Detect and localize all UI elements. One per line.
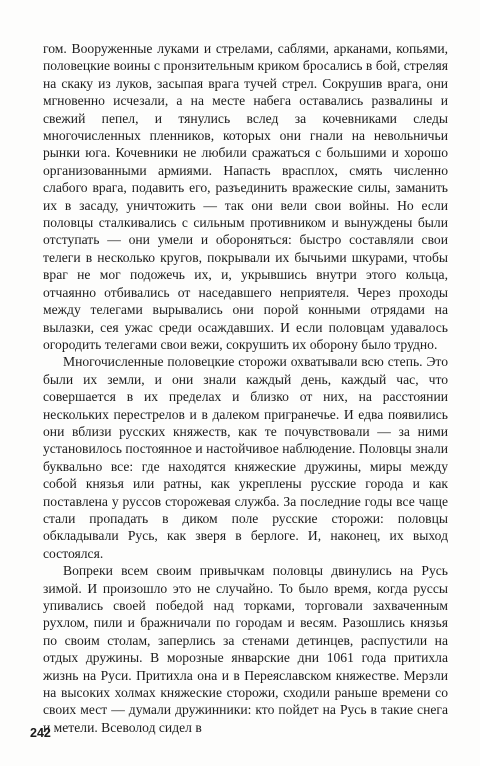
- paragraph-3: Вопреки всем своим привычкам половцы двинулись на Русь зимой. И произошло это не случайно. То было время, когда руссы упивались своей победой над торками, торговали захваченным рухлом, пили и бражничали по городам и весям. Разошлись князья по своим столам, заперлись за стенами детинцев, распустили на отдых дружины. В морозные январские дни 1061 года притихла жизнь на Руси. Притихла она и в Переяславском княжестве. Мерзли на высоких холмах княжеские сторожи, сходили раньше времени со своих мест — думали дружинники: кто пойдет на Русь в такие снега и метели. Всеволод сидел в: [43, 563, 448, 735]
- body-text: [43, 40, 448, 736]
- page-number: 242: [30, 726, 51, 740]
- paragraph-1: гом. Вооруженные луками и стрелами, саблями, арканами, копьями, половецкие воины с пронзительным криком бросались в бой, стреляя на скаку из луков, засыпая врага тучей стрел. Сокрушив врага, они мгновенно исчезали, а на месте набега оставались развалины и свежий пепел, и тянулись вслед за кочевниками следы многочисленных пленников, которых они гнали на невольничьи рынки юга. Кочевники не любили сражаться с большими и хорошо организованными армиями. Напасть врасплох, смять численно слабого врага, подавить его, разъединить вражеские силы, заманить их в засаду, уничтожить — так они вели свои войны. Но если половцы сталкивались с сильным противником и вынуждены были отступать — они умели и обороняться: быстро составляли свои телеги в несколько кругов, покрывали их бычьими шкурами, чтобы враг не мог подожечь их, и, укрывшись внутри этого кольца, отчаянно отбивались от наседавшего неприятеля. Через проходы между телегами вырывались они порой конными отрядами на вылазки, сея ужас среди осаждавших. И если половцам удавалось огородить телегами свои вежи, сокрушить их оборону было трудно.: [43, 41, 448, 352]
- paragraph-2: Многочисленные половецкие сторожи охватывали всю степь. Это были их земли, и они знали каждый день, каждый час, что совершается в их пределах и близко от них, на расстоянии нескольких перестрелов и в далеком пригранечье. И едва появились они вблизи русских княжеств, как те почувствовали — за ними установилось постоянное и настойчивое наблюдение. Половцы знали буквально все: где находятся княжеские дружины, миры между собой князья или ратны, как укреплены русские города и как поставлена у руссов сторожевая служба. За последние годы все чаще стали пропадать в диком поле русские сторожи: половцы обкладывали Русь, как зверя в берлоге. И, наконец, их выход состоялся.: [43, 354, 448, 561]
